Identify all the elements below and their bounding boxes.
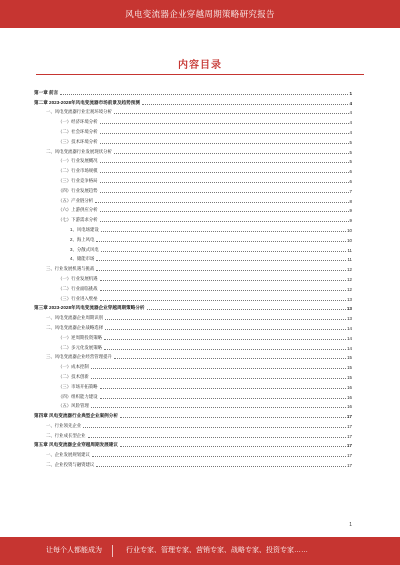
toc-entry-text: （一）成本控制 — [34, 364, 90, 370]
toc-entry[interactable] — [34, 351, 352, 361]
toc-leader-dots — [91, 378, 346, 379]
toc-entry-page: 16 — [347, 404, 352, 410]
toc-entry[interactable] — [34, 243, 352, 253]
toc-entry[interactable] — [34, 272, 352, 282]
report-header — [0, 0, 400, 28]
toc-leader-dots — [114, 113, 349, 114]
toc-leader-dots — [100, 133, 349, 134]
toc-entry[interactable] — [34, 400, 352, 410]
toc-entry-text: 二、风电变流器企业战略选择 — [34, 325, 104, 331]
toc-leader-dots — [100, 290, 347, 291]
toc-entry-text: （一）逆周期投资策略 — [34, 335, 103, 341]
toc-entry-page: 17 — [347, 453, 352, 459]
toc-leader-dots — [104, 339, 346, 340]
toc-entry-page: 14 — [347, 335, 352, 341]
toc-title: 内容目录 — [178, 60, 222, 71]
toc-leader-dots — [96, 241, 346, 242]
toc-entry[interactable] — [34, 86, 352, 96]
toc-entry-text: 三、风电变流器企业经营管理提升 — [34, 354, 113, 360]
toc-entry-page: 4 — [349, 100, 352, 106]
toc-entry-page: 11 — [347, 257, 352, 263]
toc-leader-dots — [92, 456, 346, 457]
toc-entry[interactable] — [34, 164, 352, 174]
toc-entry[interactable] — [34, 184, 352, 194]
toc-entry-text: 第一章 前言 — [34, 89, 59, 95]
title-divider — [36, 74, 364, 75]
toc-entry-text: （二）行业面临挑战 — [34, 286, 99, 292]
toc-entry-page: 13 — [347, 316, 352, 322]
toc-entry[interactable] — [34, 419, 352, 429]
toc-entry-page: 12 — [347, 267, 352, 273]
toc-entry[interactable] — [34, 282, 352, 292]
toc-entry[interactable] — [34, 145, 352, 155]
toc-entry-page: 5 — [349, 149, 352, 155]
toc-entry[interactable] — [34, 370, 352, 380]
page-number: 1 — [349, 522, 352, 528]
toc-entry[interactable] — [34, 115, 352, 125]
toc-entry-page: 4 — [349, 110, 352, 116]
toc-entry-page: 17 — [347, 423, 352, 429]
toc-leader-dots — [100, 172, 349, 173]
toc-entry-text: （三）行业竞争格局 — [34, 178, 99, 184]
toc-entry-text: 第二章 2023-2028年风电变流器市场前景及趋势预测 — [34, 99, 140, 105]
toc-entry-page: 17 — [347, 463, 352, 469]
toc-leader-dots — [101, 251, 347, 252]
toc-entry-text: 一、风电变流器行业宏观环境分析 — [34, 109, 113, 115]
toc-entry-page: 12 — [347, 276, 352, 282]
toc-leader-dots — [100, 388, 347, 389]
toc-entry-page: 16 — [347, 394, 352, 400]
toc-entry[interactable] — [34, 409, 352, 419]
toc-entry[interactable] — [34, 302, 352, 312]
toc-entry-text: （六）上游供应分析 — [34, 207, 99, 213]
toc-entry[interactable] — [34, 448, 352, 458]
toc-entry-text: （二）社会环境分析 — [34, 129, 99, 135]
toc-entry[interactable] — [34, 458, 352, 468]
toc-entry-page: 13 — [347, 296, 352, 302]
toc-entry-page: 17 — [347, 433, 352, 439]
toc-entry-text: （一）经济环境分析 — [34, 119, 99, 125]
toc-leader-dots — [88, 437, 347, 438]
toc-entry-page: 8 — [349, 198, 352, 204]
toc-entry-text: （二）行业市场规模 — [34, 168, 99, 174]
toc-leader-dots — [96, 260, 346, 261]
toc-entry-page: 13 — [346, 306, 352, 312]
toc-leader-dots — [104, 349, 346, 350]
toc-entry[interactable] — [34, 125, 352, 135]
toc-entry-page: 9 — [349, 218, 352, 224]
toc-entry-text: （二）技术创新 — [34, 374, 90, 380]
toc-entry[interactable] — [34, 155, 352, 165]
toc-entry-page: 4 — [349, 129, 352, 135]
toc-entry[interactable] — [34, 439, 352, 449]
toc-entry-text: 一、企业发展规划建议 — [34, 452, 91, 458]
toc-entry-text: 二、行业成长型企业 — [34, 433, 87, 439]
toc-entry-text: 二、企业投资与融资建议 — [34, 462, 95, 468]
toc-entry-text: 1、风电场建设 — [34, 227, 100, 233]
toc-entry-page: 16 — [347, 384, 352, 390]
toc-leader-dots — [60, 94, 348, 95]
toc-entry-page: 10 — [347, 237, 352, 243]
toc-entry[interactable] — [34, 262, 352, 272]
footer-slogan: 让每个人都能成为 — [46, 547, 102, 554]
toc-entry[interactable] — [34, 174, 352, 184]
toc-leader-dots — [100, 211, 349, 212]
toc-entry-text: 第四章 风电变流器行业典型企业案例分析 — [34, 413, 118, 419]
toc-entry-page: 1 — [349, 90, 352, 96]
toc-leader-dots — [91, 407, 346, 408]
toc-entry-text: （七）下游需求分析 — [34, 217, 99, 223]
toc-entry-page: 15 — [347, 365, 352, 371]
toc-entry[interactable] — [34, 213, 352, 223]
toc-entry[interactable] — [34, 106, 352, 116]
toc-entry-text: （二）多元化发展策略 — [34, 345, 103, 351]
toc-leader-dots — [101, 231, 346, 232]
toc-entry[interactable] — [34, 311, 352, 321]
toc-entry-text: 一、风电变流器企业周期识别 — [34, 315, 104, 321]
toc-entry-page: 6 — [349, 169, 352, 175]
toc-leader-dots — [96, 466, 346, 467]
toc-entry-text: （四）行业发展趋势 — [34, 188, 99, 194]
toc-entry-page: 17 — [346, 414, 352, 420]
toc-leader-dots — [91, 368, 346, 369]
toc-leader-dots — [100, 280, 347, 281]
toc-leader-dots — [100, 221, 349, 222]
toc-leader-dots — [100, 398, 347, 399]
toc-entry-page: 10 — [347, 227, 352, 233]
toc-entry[interactable] — [34, 380, 352, 390]
toc-leader-dots — [120, 417, 346, 418]
toc-entry-text: 二、风电变流器行业发展现状分析 — [34, 149, 113, 155]
toc-entry[interactable] — [34, 233, 352, 243]
toc-entry-text: （三）市场开拓策略 — [34, 384, 99, 390]
toc-entry-page: 7 — [349, 188, 352, 194]
toc-leader-dots — [105, 319, 346, 320]
toc-leader-dots — [95, 202, 348, 203]
toc-entry[interactable] — [34, 341, 352, 351]
toc-entry-text: （一）行业发展机遇 — [34, 276, 99, 282]
toc-entry-page: 14 — [347, 325, 352, 331]
toc-entry-page: 6 — [349, 178, 352, 184]
toc-entry-page: 11 — [347, 247, 352, 253]
toc-entry-text: （三）技术环境分析 — [34, 139, 99, 145]
toc-entry-text: （四）组织能力建设 — [34, 394, 99, 400]
toc-entry[interactable] — [34, 223, 352, 233]
report-title: 风电变流器企业穿越周期策略研究报告 — [125, 9, 275, 19]
table-of-contents — [34, 86, 352, 468]
toc-entry[interactable] — [34, 390, 352, 400]
toc-entry[interactable] — [34, 96, 352, 106]
toc-entry[interactable] — [34, 135, 352, 145]
toc-entry-text: 4、储能市场 — [34, 256, 95, 262]
toc-leader-dots — [100, 162, 349, 163]
toc-entry[interactable] — [34, 321, 352, 331]
toc-entry-page: 17 — [346, 443, 352, 449]
toc-leader-dots — [147, 309, 346, 310]
toc-entry-page: 4 — [349, 120, 352, 126]
toc-entry[interactable] — [34, 331, 352, 341]
toc-entry-text: 3、分散式风电 — [34, 247, 100, 253]
toc-entry[interactable] — [34, 429, 352, 439]
toc-entry-text: 第五章 风电变流器企业穿越周期发展建议 — [34, 442, 118, 448]
toc-entry-page: 5 — [349, 139, 352, 145]
toc-entry-page: 14 — [347, 345, 352, 351]
toc-entry[interactable] — [34, 253, 352, 263]
report-footer — [0, 537, 400, 565]
toc-entry[interactable] — [34, 360, 352, 370]
toc-entry-page: 9 — [349, 208, 352, 214]
toc-leader-dots — [100, 192, 349, 193]
toc-entry-text: （五）产业链分析 — [34, 198, 94, 204]
toc-entry[interactable] — [34, 292, 352, 302]
toc-leader-dots — [100, 300, 347, 301]
toc-entry-page: 15 — [347, 355, 352, 361]
toc-entry-page: 15 — [347, 374, 352, 380]
toc-entry-text: （一）行业发展概况 — [34, 158, 99, 164]
toc-entry[interactable] — [34, 194, 352, 204]
toc-leader-dots — [83, 427, 346, 428]
toc-entry-text: 第三章 2023-2028年风电变流器企业穿越周期策略分析 — [34, 305, 145, 311]
toc-entry-text: （三）行业进入壁垒 — [34, 296, 99, 302]
toc-entry-text: 一、行业领先企业 — [34, 423, 82, 429]
toc-leader-dots — [100, 182, 349, 183]
footer-roles: 行业专家、管理专家、营销专家、战略专家、投资专家…… — [126, 547, 308, 554]
toc-leader-dots — [105, 329, 346, 330]
toc-leader-dots — [114, 153, 349, 154]
toc-leader-dots — [120, 446, 346, 447]
toc-leader-dots — [114, 358, 346, 359]
toc-entry-text: （五）风险管理 — [34, 403, 90, 409]
toc-leader-dots — [142, 104, 349, 105]
footer-divider — [112, 545, 113, 557]
toc-leader-dots — [100, 143, 349, 144]
toc-entry-text: 2、海上风电 — [34, 237, 95, 243]
toc-entry-text: 三、行业发展机遇与挑战 — [34, 266, 95, 272]
toc-leader-dots — [100, 123, 349, 124]
toc-leader-dots — [96, 270, 346, 271]
toc-entry-page: 5 — [349, 159, 352, 165]
toc-entry-page: 12 — [347, 286, 352, 292]
toc-entry[interactable] — [34, 204, 352, 214]
